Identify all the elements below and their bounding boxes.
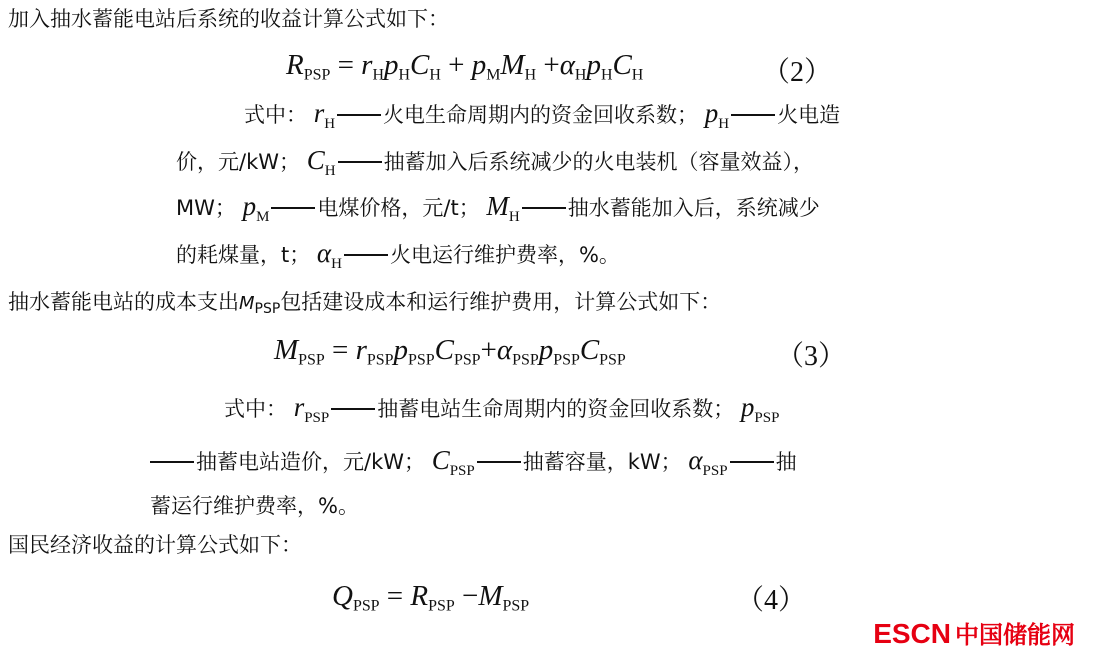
logo-chinese: 中国储能网 xyxy=(955,621,1075,649)
definition-3-line-1: 式中： $r_{PSP}$ 抽蓄电站生命周期内的资金回收系数； $p_{PSP}$ xyxy=(224,392,780,426)
definition-3-line-2: 抽蓄电站造价，元/kW； $C_{PSP}$ 抽蓄容量，kW； $\alpha_{PSP}$ 抽 xyxy=(150,445,797,486)
logo-latin: ESCN xyxy=(873,618,951,649)
equation-2-number: （2） xyxy=(762,57,833,88)
equation-4-number: （4） xyxy=(736,585,807,616)
definition-2-line-2: 价，元/kW； $C_H$ 抽蓄加入后系统减少的火电装机（容量效益）， xyxy=(176,145,815,179)
equation-2: $R_{PSP} = r_Hp_HC_H + p_MM_H +\alpha_Hp_HC_H$ xyxy=(286,49,644,84)
intro-text-2: 抽水蓄能电站的成本支出MPSP包括建设成本和运行维护费用，计算公式如下： xyxy=(8,290,722,317)
escn-logo xyxy=(873,615,1075,650)
definition-2-line-1: 式中： $r_H$ 火电生命周期内的资金回收系数； $p_H$ 火电造 xyxy=(244,98,841,132)
equation-3: $M_{PSP} = r_{PSP}p_{PSP}C_{PSP}+\alpha_{PSP}p_{PSP}C_{PSP}$ xyxy=(274,334,626,369)
equation-4: $Q_{PSP} = R_{PSP} -M_{PSP}$ xyxy=(332,580,530,615)
equation-3-number: （3） xyxy=(776,341,847,372)
definition-3-line-3: 蓄运行维护费率，%。 xyxy=(150,494,359,518)
definition-2-line-4: 的耗煤量，t； $\alpha_H$ 火电运行维护费率，%。 xyxy=(176,238,620,272)
definition-2-line-3: MW； $p_M$ 电煤价格，元/t； $M_H$ 抽水蓄能加入后，系统减少 xyxy=(176,191,820,225)
intro-text-1: 加入抽水蓄能电站后系统的收益计算公式如下： xyxy=(8,7,449,31)
intro-text-3: 国民经济收益的计算公式如下： xyxy=(8,533,302,557)
